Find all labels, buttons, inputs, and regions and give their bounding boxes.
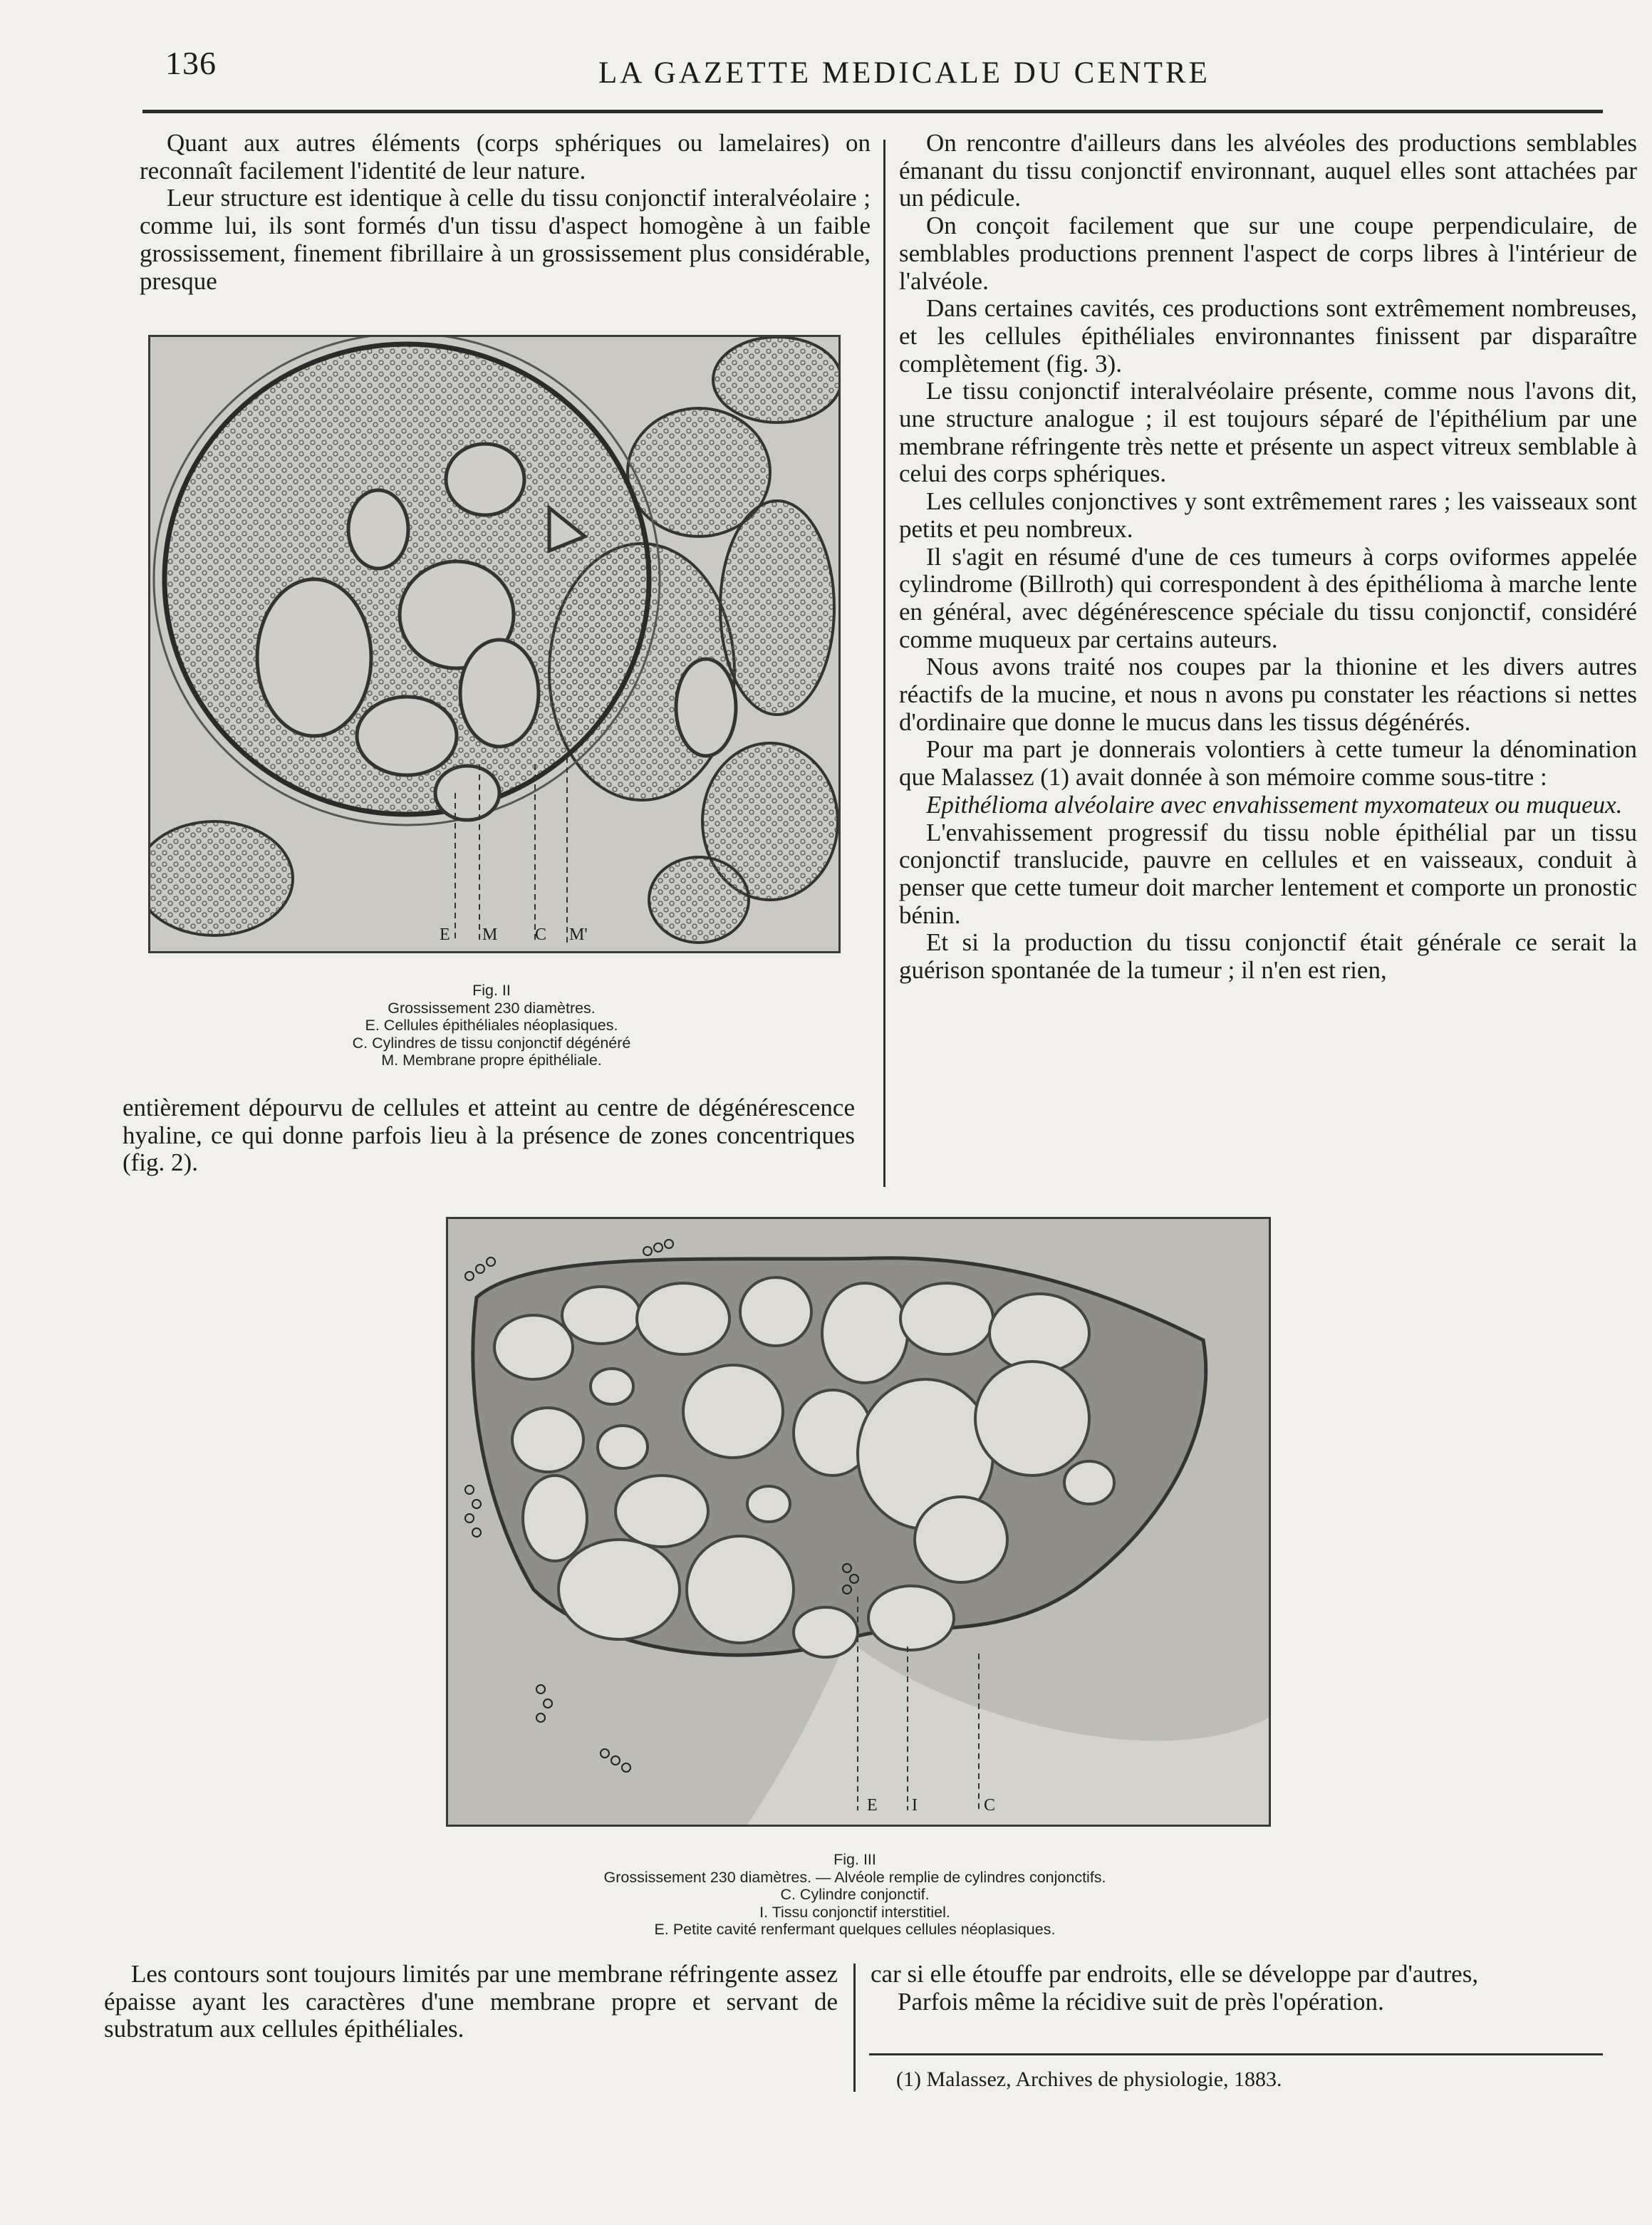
page-number: 136	[165, 45, 217, 81]
fig3-label-i: I	[912, 1796, 918, 1815]
paragraph: Dans certaines cavités, ces productions sont extrêmement nombreuses, et les cellules épithéliales environnantes finissent par disparaître complètement (fig. 3).	[899, 294, 1637, 378]
column-divider	[883, 140, 885, 1187]
paragraph: Quant aux autres éléments (corps sphériques ou lamelaires) on reconnaît facilement l'identité de leur nature.	[140, 129, 871, 185]
caption-line: Fig. II	[472, 982, 511, 999]
paragraph: Les contours sont toujours limités par une membrane réfringente assez épaisse ayant les caractères d'une membrane propre et servant de substratum aux cellules épithéliales.	[104, 1960, 838, 2043]
paragraph: Leur structure est identique à celle du tissu conjonctif interalvéolaire ; comme lui, ils sont formés d'un tissu d'aspect homogène à un faible grossissement, finement fibrillaire à un grossissement plus considérable, presque	[140, 184, 871, 295]
caption-line: I. Tissu conjonctif interstitiel.	[759, 1903, 950, 1921]
figure-2-illustration	[148, 335, 841, 953]
caption-line: Grossissement 230 diamètres.	[388, 999, 596, 1017]
paragraph: Et si la production du tissu conjonctif était générale ce serait la guérison spontanée de la tumeur ; il n'en est rien,	[899, 928, 1637, 985]
fig2-label-m: M	[482, 925, 498, 944]
caption-line: M. Membrane propre épithéliale.	[381, 1052, 602, 1069]
caption-line: E. Cellules épithéliales néoplasiques.	[365, 1017, 618, 1034]
fig3-label-c: C	[984, 1796, 996, 1815]
journal-title: LA GAZETTE MEDICALE DU CENTRE	[598, 56, 1210, 90]
right-column-text	[899, 130, 1637, 985]
bottom-right-text	[871, 1961, 1604, 2016]
figure-2-caption	[214, 982, 769, 1069]
paragraph: On rencontre d'ailleurs dans les alvéoles des productions semblables émanant du tissu conjonctif environnant, auquel elles sont attachées par un pédicule.	[899, 129, 1637, 212]
after-fig2-text	[123, 1094, 855, 1177]
paragraph: L'envahissement progressif du tissu noble épithélial par un tissu conjonctif translucide, pauvre en cellules et en vaisseaux, conduit à penser que cette tumeur doit marcher lentement et comporte un pronostic bénin.	[899, 818, 1637, 929]
top-left-text	[140, 130, 871, 295]
paragraph: entièrement dépourvu de cellules et atteint au centre de dégénérescence hyaline, ce qui donne parfois lieu à la présence de zones concentriques (fig. 2).	[123, 1094, 855, 1177]
paragraph: Nous avons traité nos coupes par la thionine et les divers autres réactifs de la mucine, et nous n avons pu constater les réactions si nettes d'ordinaire que donne le mucus dans les tissus dégénérés.	[899, 653, 1637, 736]
paragraph-italic: Epithélioma alvéolaire avec envahissement myxomateux ou muqueux.	[926, 790, 1623, 819]
caption-line: E. Petite cavité renfermant quelques cellules néoplasiques.	[654, 1921, 1056, 1939]
caption-line: Fig. III	[833, 1851, 876, 1868]
figure-3-illustration	[446, 1217, 1271, 1827]
paragraph: Parfois même la récidive suit de près l'opération.	[898, 1987, 1384, 2016]
fig2-label-m-prime: M'	[569, 925, 588, 944]
paragraph: Les cellules conjonctives y sont extrêmement rares ; les vaisseaux sont petits et peu nombreux.	[899, 487, 1637, 543]
fig3-label-e: E	[867, 1796, 878, 1815]
paragraph: On conçoit facilement que sur une coupe perpendiculaire, de semblables productions prennent l'aspect de corps libres à l'intérieur de l'alvéole.	[899, 212, 1637, 295]
fig2-label-c: C	[535, 925, 547, 944]
paragraph: Il s'agit en résumé d'une de ces tumeurs à corps oviformes appelée cylindrome (Billroth) qui correspondent à des épithélioma à marche lente en général, avec dégénérescence spéciale du tissu conjonctif, considéré comme muqueux par certains auteurs.	[899, 542, 1637, 653]
paragraph: Le tissu conjonctif interalvéolaire présente, comme nous l'avons dit, une structure analogue ; il est toujours séparé de l'épithélium par une membrane réfringente très nette et présente un aspect vitreux semblable à celui des corps sphériques.	[899, 377, 1637, 488]
footnote-rule	[869, 2053, 1603, 2055]
footnote: (1) Malassez, Archives de physiologie, 1883.	[896, 2068, 1282, 2091]
bottom-column-divider	[853, 1964, 856, 2092]
caption-line: Grossissement 230 diamètres. — Alvéole remplie de cylindres conjonctifs.	[603, 1868, 1106, 1886]
caption-line: C. Cylindre conjonctif.	[780, 1886, 930, 1904]
header-rule	[142, 110, 1603, 113]
caption-line: C. Cylindres de tissu conjonctif dégénéré	[352, 1034, 631, 1052]
paragraph: car si elle étouffe par endroits, elle se développe par d'autres,	[871, 1960, 1479, 1988]
fig2-label-e: E	[440, 925, 450, 944]
paragraph: Pour ma part je donnerais volontiers à cette tumeur la dénomination que Malassez (1) avait donnée à son mémoire comme sous-titre :	[899, 735, 1637, 792]
figure-3-caption	[427, 1851, 1282, 1939]
bottom-left-text	[104, 1961, 838, 2043]
